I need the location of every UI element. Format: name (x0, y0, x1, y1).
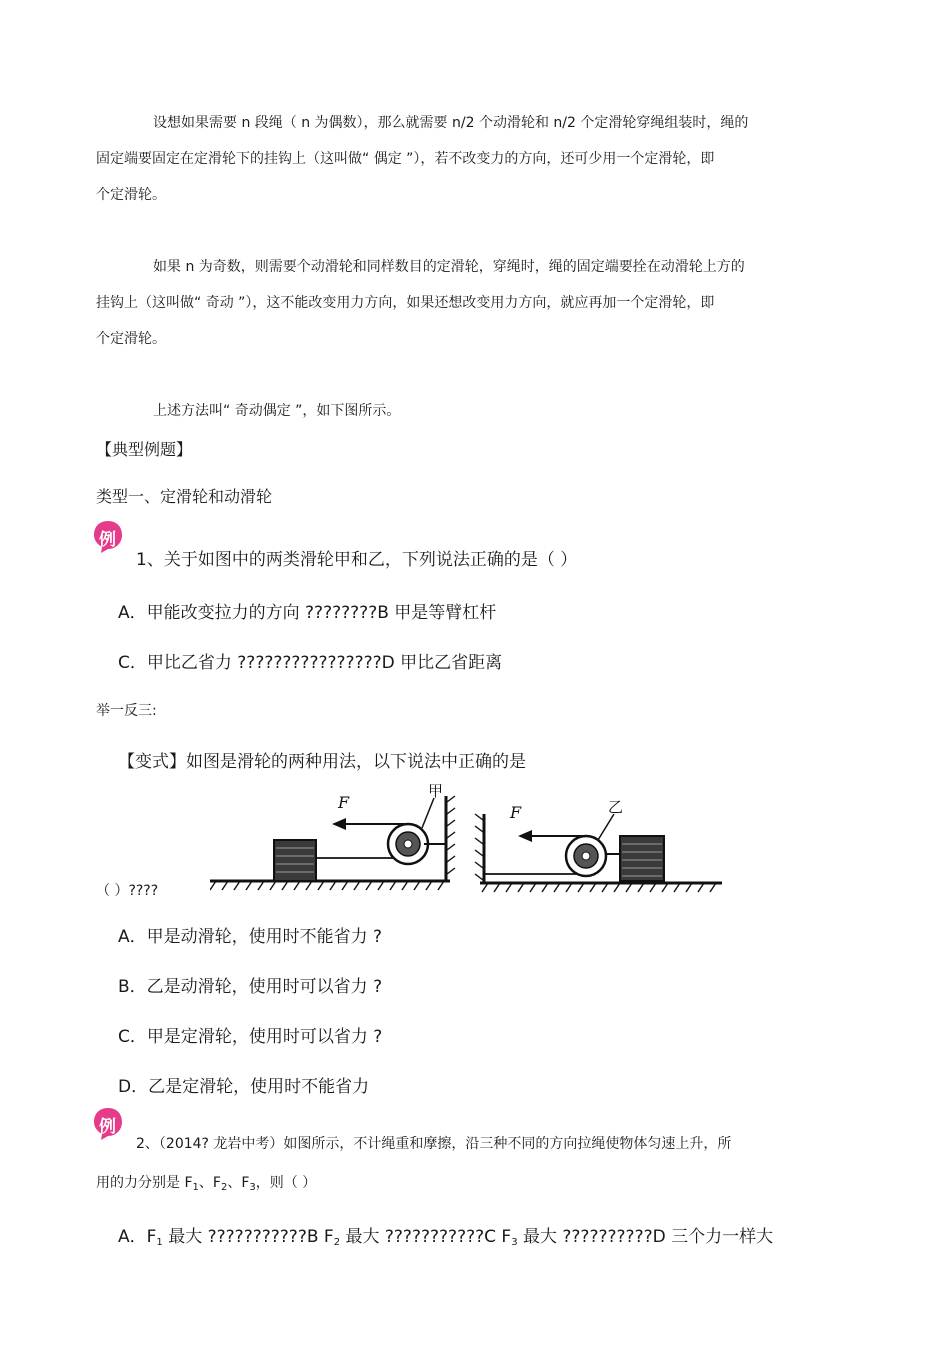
para1-line2: 固定端要固定在定滑轮下的挂钩上（这叫做“ 偶定 ”），若不改变力的方向，还可少用一个定滑轮，即 (96, 151, 715, 167)
badge-label: 例 (99, 530, 116, 550)
variant-option-a: A．甲是动滑轮，使用时不能省力 ? (118, 927, 383, 947)
q2-stem-line2: 用的力分别是 $F_1$、$F_2$、$F_3$，则（ ） (96, 1175, 317, 1193)
para3: 上述方法叫“ 奇动偶定 ”，如下图所示。 (153, 403, 401, 419)
para2-line1: 如果 n 为奇数，则需要个动滑轮和同样数目的定滑轮，穿绳时，绳的固定端要拴在动滑轮上方的 (153, 259, 745, 275)
pulley-figure (210, 778, 730, 894)
variant-option-d: D．乙是定滑轮，使用时不能省力 (118, 1077, 370, 1097)
example-badge-icon (93, 520, 123, 554)
q2-stem-line1: 2、（2014? 龙岩中考）如图所示，不计绳重和摩擦，沿三种不同的方向拉绳使物体匀速上升，所 (136, 1136, 732, 1152)
variant-stem: 【变式】如图是滑轮的两种用法，以下说法中正确的是 (118, 752, 526, 772)
q1-options-row1: A．甲能改变拉力的方向 ????????B 甲是等臂杠杆 (118, 603, 497, 623)
label-jia: 甲 (428, 782, 444, 800)
q2-options: A．$F_1$ 最大 ???????????B $F_2$ 最大 ???????????C $F_3$ 最大 ??????????D 三个力一样大 (118, 1227, 774, 1248)
para2-line3: 个定滑轮。 (96, 331, 166, 347)
right-force-label: F (510, 803, 522, 822)
variant-option-b: B．乙是动滑轮，使用时可以省力 ? (118, 977, 383, 997)
para1-line1: 设想如果需要 n 段绳（ n 为偶数），那么就需要 n/2 个动滑轮和 n/2 个定滑轮穿绳组装时，绳的 (153, 115, 749, 131)
q1-options-row2: C．甲比乙省力 ????????????????D 甲比乙省距离 (118, 653, 503, 673)
q1-stem: 1、关于如图中的两类滑轮甲和乙，下列说法正确的是（ ） (136, 550, 578, 570)
juyi-fansan: 举一反三: (96, 703, 157, 719)
para2-line2: 挂钩上（这叫做“ 奇动 ”），这不能改变用力方向，如果还想改变用力方向，就应再加一个定滑轮，即 (96, 295, 715, 311)
variant-answer-paren: （ ）???? (96, 883, 159, 899)
badge-label: 例 (99, 1117, 116, 1137)
left-force-label: F (338, 793, 350, 812)
variant-option-c: C．甲是定滑轮，使用时可以省力 ? (118, 1027, 383, 1047)
label-yi: 乙 (608, 798, 624, 816)
para1-line3: 个定滑轮。 (96, 187, 166, 203)
heading-typical-examples: 【典型例题】 (96, 440, 193, 459)
heading-type-one: 类型一、定滑轮和动滑轮 (96, 487, 273, 506)
example-badge-icon (93, 1107, 123, 1141)
